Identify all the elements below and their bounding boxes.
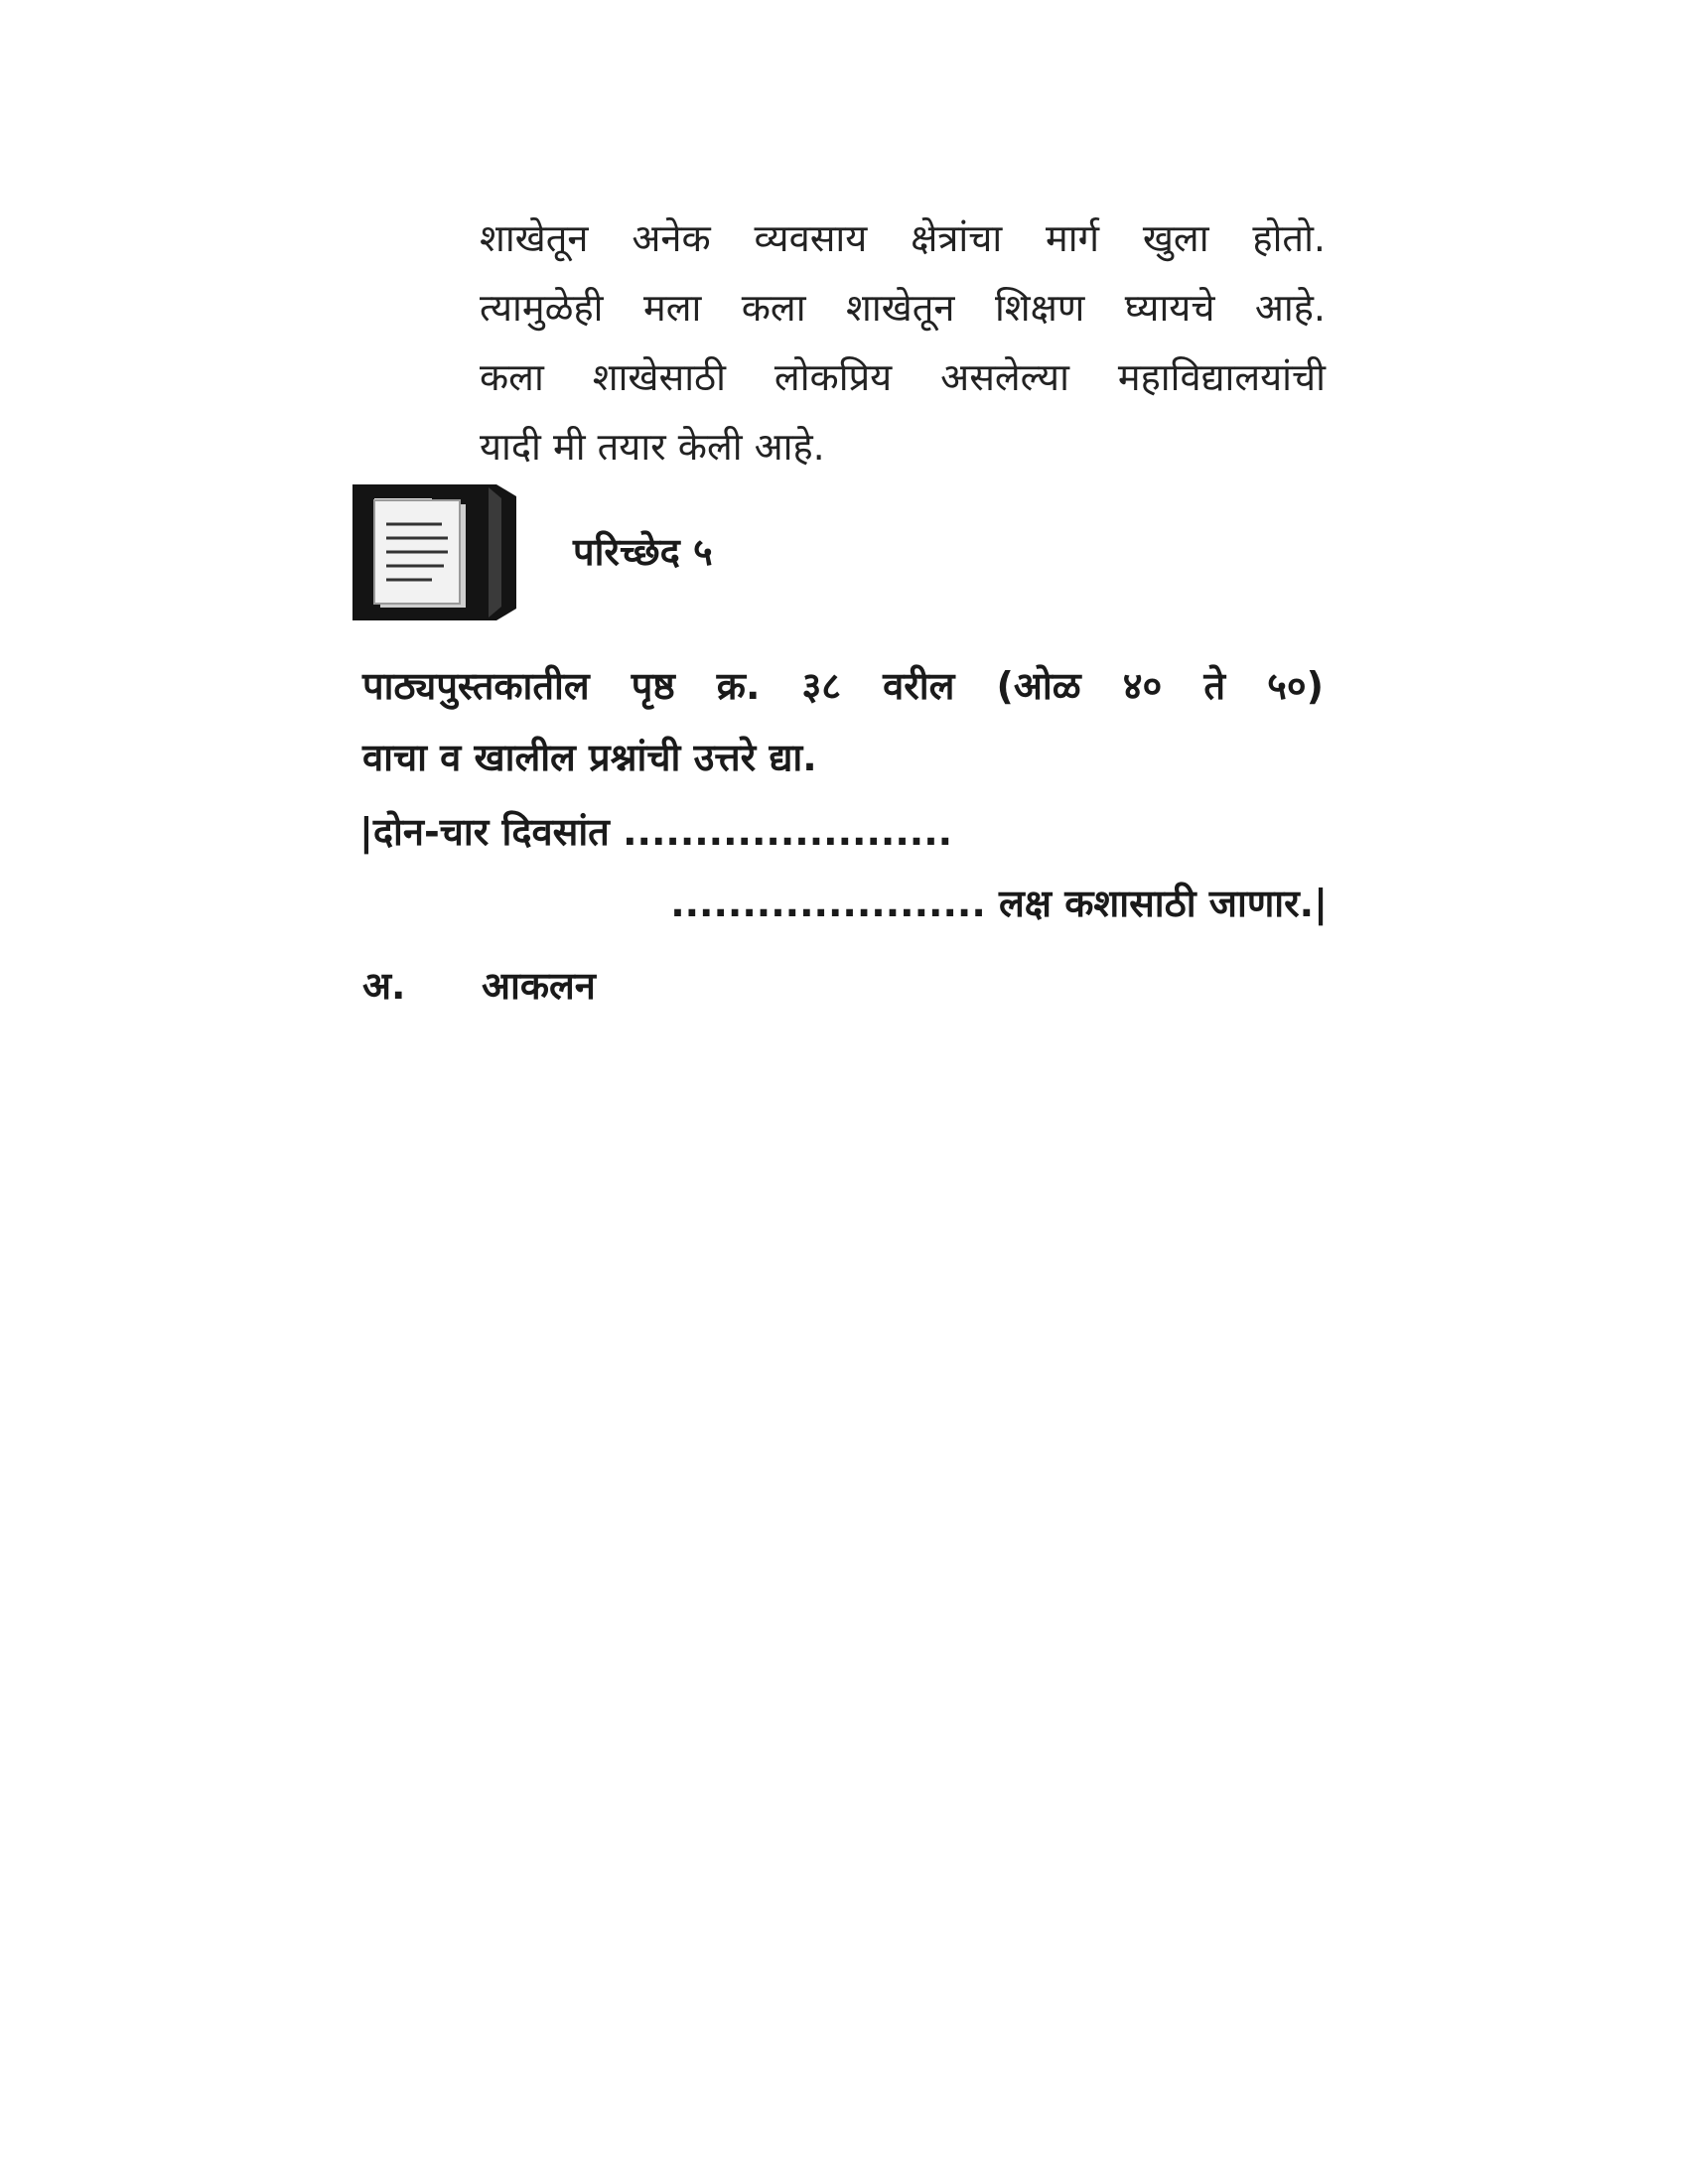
document-icon	[352, 484, 516, 620]
instruction-line: वाचा व खालील प्रश्नांची उत्तरे द्या.	[362, 736, 817, 779]
instruction-text	[362, 650, 1324, 793]
passage-line: कला शाखेसाठी लोकप्रिय असलेल्या महाविद्यालयांची	[480, 355, 1326, 399]
passage-line: यादी मी तयार केली आहे.	[480, 425, 825, 469]
subsection-title: आकलन	[482, 964, 596, 1008]
section-header	[352, 484, 1246, 623]
passage-continuation	[480, 204, 1326, 481]
section-title: परिच्छेद ५	[573, 530, 713, 574]
excerpt-range	[359, 796, 1328, 939]
excerpt-end: ...................... लक्ष कशासाठी जाणार.|	[670, 882, 1328, 925]
excerpt-start: |दोन-चार दिवसांत .......................	[359, 810, 953, 854]
instruction-line: पाठ्यपुस्तकातील पृष्ठ क्र. ३८ वरील (ओळ ४० ते ५०)	[362, 664, 1324, 708]
passage-line: शाखेतून अनेक व्यवसाय क्षेत्रांचा मार्ग खुला होतो.	[480, 216, 1326, 260]
passage-line: त्यामुळेही मला कला शाखेतून शिक्षण घ्यायचे आहे.	[480, 286, 1326, 330]
subsection-heading	[362, 956, 596, 1016]
subsection-marker: अ.	[362, 964, 406, 1008]
